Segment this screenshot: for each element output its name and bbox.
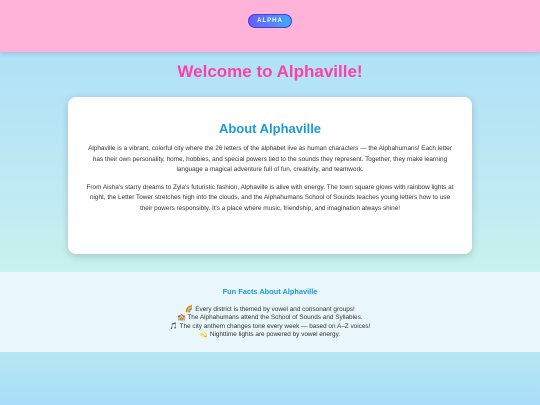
fun-fact-item <box>0 306 540 314</box>
fun-facts-section <box>0 272 540 352</box>
fun-fact-item <box>0 331 540 339</box>
sparkle-icon: 💫 <box>199 330 208 338</box>
about-paragraph-1: Alphaville is a vibrant, colorful city where the 26 letters of the alphabet live as human characters — the Alphahumans! Each letter has their own personality, home, hobbies, and special powers tied to the sounds they represent. Together, they make learning language a magical adventure full of fun, creativity, and teamwork. <box>88 145 452 173</box>
rainbow-icon: 🌈 <box>185 306 194 313</box>
fun-facts-title: Fun Facts About Alphaville <box>222 287 318 296</box>
fun-fact-item <box>0 314 540 322</box>
about-title: About Alphaville <box>218 121 322 136</box>
fun-fact-text: Nighttime lights are powered by vowel energy. <box>209 330 341 338</box>
site-header <box>0 0 540 52</box>
about-card <box>68 97 472 254</box>
music-note-icon: 🎵 <box>169 322 178 330</box>
fun-fact-text: The city anthem changes tone every week — based on A–Z voices! <box>179 322 371 330</box>
fun-fact-text: The Alphahumans attend the School of Sounds and Syllables. <box>187 314 363 322</box>
logo-text: ALPHA <box>257 18 283 24</box>
fun-fact-item <box>0 323 540 331</box>
page-title: Welcome to Alphaville! <box>177 62 363 81</box>
alphaville-logo[interactable] <box>248 14 292 28</box>
school-icon: 🏫 <box>177 314 186 322</box>
fun-fact-text: Every district is themed by vowel and consonant groups! <box>195 306 355 313</box>
about-paragraph-2: From Aisha's starry dreams to Zyla's futuristic fashion, Alphaville is alive with energy. The town square glows with rainbow lights at night, the Letter Tower stretches high into the clouds, and the Alphahumans School of Sounds teaches young letters how to use their powers responsibly. It's a place where music, friendship, and imagination always shine! <box>86 183 454 212</box>
